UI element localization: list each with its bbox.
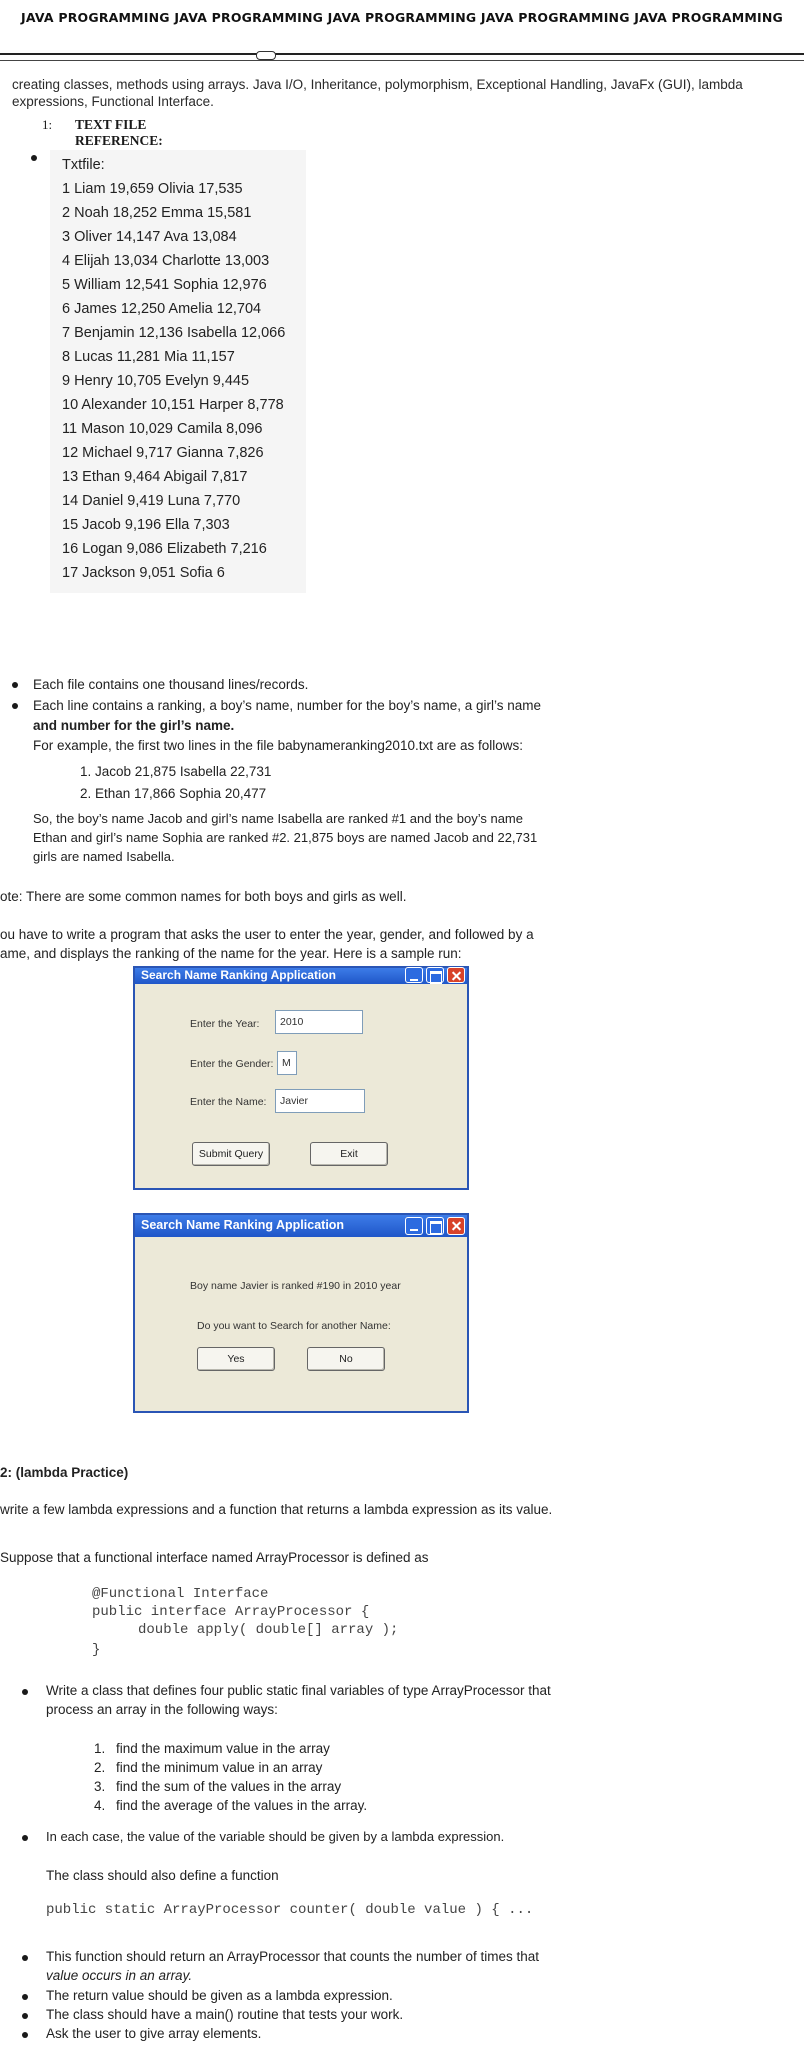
header-rule-top: [0, 53, 804, 55]
bullet-icon: [31, 155, 37, 161]
header-rule-bottom: [0, 60, 804, 61]
example-intro: For example, the first two lines in the file babynameranking2010.txt are as follows:: [33, 738, 523, 753]
close-icon[interactable]: [447, 1217, 465, 1235]
section2-line-2: Suppose that a functional interface named ArrayProcessor is defined as: [0, 1550, 429, 1565]
records-bullet-2: Each line contains a ranking, a boy’s name, number for the boy’s name, a girl’s name: [33, 698, 542, 713]
section2-bullet-2: In each case, the value of the variable should be given by a lambda expression.: [46, 1829, 505, 1844]
section2-bullet-5: The class should have a main() routine that tests your work.: [46, 2007, 404, 2022]
maximize-icon[interactable]: [426, 967, 444, 983]
counter-code: public static ArrayProcessor counter( double value ) { ...: [46, 1902, 534, 1918]
intro-paragraph: creating classes, methods using arrays. Java I/O, Inheritance, polymorphism, Exceptional Handling, JavaFx (GUI), lambda expressions, Functional Interface.: [12, 77, 743, 109]
result-window-titlebar: [135, 1215, 467, 1237]
code-line: double apply( double[] array );: [138, 1622, 399, 1638]
section2-bullet-1-cont: process an array in the following ways:: [46, 1702, 278, 1717]
search-window-titlebar: [135, 968, 467, 984]
textfile-line: 1 Liam 19,659 Olivia 17,535: [62, 181, 243, 197]
task-line-2: ame, and displays the ranking of the name for the year. Here is a sample run:: [0, 946, 462, 961]
textfile-line: 8 Lucas 11,281 Mia 11,157: [62, 349, 235, 365]
task-line-1: ou have to write a program that asks the user to enter the year, gender, and followed by a: [0, 927, 534, 942]
counter-intro: The class should also define a function: [46, 1868, 279, 1883]
section2-bullet-6: Ask the user to give array elements.: [46, 2026, 262, 2041]
list-item: find the maximum value in the array: [116, 1741, 330, 1756]
rule-ornament-icon: [256, 51, 276, 60]
note-line: ote: There are some common names for both boys and girls as well.: [0, 889, 407, 904]
example-line-2: 2. Ethan 17,866 Sophia 20,477: [80, 786, 267, 801]
minimize-icon[interactable]: [405, 1217, 423, 1235]
textfile-label: Txtfile:: [62, 157, 105, 173]
window-title: Search Name Ranking Application: [141, 968, 336, 982]
reference-title-line2: REFERENCE:: [75, 133, 163, 148]
minimize-icon[interactable]: [405, 967, 423, 983]
window-title: Search Name Ranking Application: [141, 1218, 345, 1232]
yes-button[interactable]: Yes: [197, 1347, 275, 1371]
bullet-icon: [12, 682, 18, 688]
search-again-question: Do you want to Search for another Name:: [197, 1320, 391, 1332]
textfile-line: 5 William 12,541 Sophia 12,976: [62, 277, 267, 293]
textfile-line: 12 Michael 9,717 Gianna 7,826: [62, 445, 264, 461]
list-item: find the minimum value in an array: [116, 1760, 323, 1775]
list-number: 1.: [94, 1741, 106, 1756]
bullet-icon: [22, 2013, 28, 2019]
bullet-icon: [22, 1835, 28, 1841]
textfile-line: 13 Ethan 9,464 Abigail 7,817: [62, 469, 248, 485]
textfile-line: 6 James 12,250 Amelia 12,704: [62, 301, 262, 317]
textfile-line: 9 Henry 10,705 Evelyn 9,445: [62, 373, 250, 389]
explanation-line: So, the boy’s name Jacob and girl’s name Isabella are ranked #1 and the boy’s name: [33, 811, 523, 826]
bullet-icon: [22, 1955, 28, 1961]
maximize-icon[interactable]: [426, 1217, 444, 1235]
textfile-line: 2 Noah 18,252 Emma 15,581: [62, 205, 252, 221]
bullet-icon: [22, 1994, 28, 2000]
list-number: 2.: [94, 1760, 106, 1775]
section2-bullet-3-cont: value occurs in an array.: [46, 1968, 193, 1983]
section2-bullet-3: This function should return an ArrayProcessor that counts the number of times that: [46, 1949, 540, 1964]
records-bullet-2-cont: and number for the girl’s name.: [33, 718, 235, 733]
textfile-line: 3 Oliver 14,147 Ava 13,084: [62, 229, 237, 245]
gender-label: Enter the Gender:: [190, 1058, 274, 1070]
reference-title: [75, 117, 163, 149]
result-window: [133, 1213, 469, 1413]
search-window: [133, 966, 469, 1190]
code-annotation: @Functional Interface: [92, 1586, 269, 1602]
textfile-line: 4 Elijah 13,034 Charlotte 13,003: [62, 253, 270, 269]
list-number: 4.: [94, 1798, 106, 1813]
textfile-line: 14 Daniel 9,419 Luna 7,770: [62, 493, 241, 509]
reference-number: 1:: [42, 117, 53, 132]
bullet-icon: [12, 703, 18, 709]
name-label: Enter the Name:: [190, 1096, 267, 1108]
header-banner: JAVA PROGRAMMING JAVA PROGRAMMING JAVA PROGRAMMING JAVA PROGRAMMING JAVA PROGRAMMING: [21, 10, 783, 25]
list-item: find the sum of the values in the array: [116, 1779, 342, 1794]
name-input[interactable]: Javier: [275, 1089, 365, 1113]
year-label: Enter the Year:: [190, 1018, 260, 1030]
section2-line-1: write a few lambda expressions and a function that returns a lambda expression as its value.: [0, 1502, 553, 1517]
section2-heading: 2: (lambda Practice): [0, 1465, 129, 1480]
bullet-icon: [22, 1689, 28, 1695]
textfile-line: 7 Benjamin 12,136 Isabella 12,066: [62, 325, 286, 341]
section2-bullet-4: The return value should be given as a lambda expression.: [46, 1988, 393, 2003]
list-item: find the average of the values in the array.: [116, 1798, 368, 1813]
textfile-line: 16 Logan 9,086 Elizabeth 7,216: [62, 541, 267, 557]
year-input[interactable]: 2010: [275, 1010, 363, 1034]
records-bullet-1: Each file contains one thousand lines/records.: [33, 677, 309, 692]
gender-input[interactable]: M: [277, 1051, 297, 1075]
textfile-line: 17 Jackson 9,051 Sofia 6: [62, 565, 225, 581]
textfile-line: 15 Jacob 9,196 Ella 7,303: [62, 517, 230, 533]
section2-bullet-1: Write a class that defines four public static final variables of type ArrayProcessor that: [46, 1683, 551, 1698]
textfile-line: 11 Mason 10,029 Camila 8,096: [62, 421, 263, 437]
explanation-line: Ethan and girl’s name Sophia are ranked #2. 21,875 boys are named Jacob and 22,731: [33, 830, 538, 845]
explanation-line: girls are named Isabella.: [33, 849, 175, 864]
bullet-icon: [22, 2032, 28, 2038]
example-line-1: 1. Jacob 21,875 Isabella 22,731: [80, 764, 272, 779]
reference-title-line1: TEXT FILE: [75, 117, 147, 132]
code-line: }: [92, 1642, 101, 1658]
code-line: public interface ArrayProcessor {: [92, 1604, 370, 1620]
no-button[interactable]: No: [307, 1347, 385, 1371]
exit-button[interactable]: Exit: [310, 1142, 388, 1166]
textfile-line: 10 Alexander 10,151 Harper 8,778: [62, 397, 284, 413]
result-message: Boy name Javier is ranked #190 in 2010 year: [190, 1280, 401, 1292]
close-icon[interactable]: [447, 967, 465, 983]
submit-query-button[interactable]: Submit Query: [192, 1142, 270, 1166]
list-number: 3.: [94, 1779, 106, 1794]
